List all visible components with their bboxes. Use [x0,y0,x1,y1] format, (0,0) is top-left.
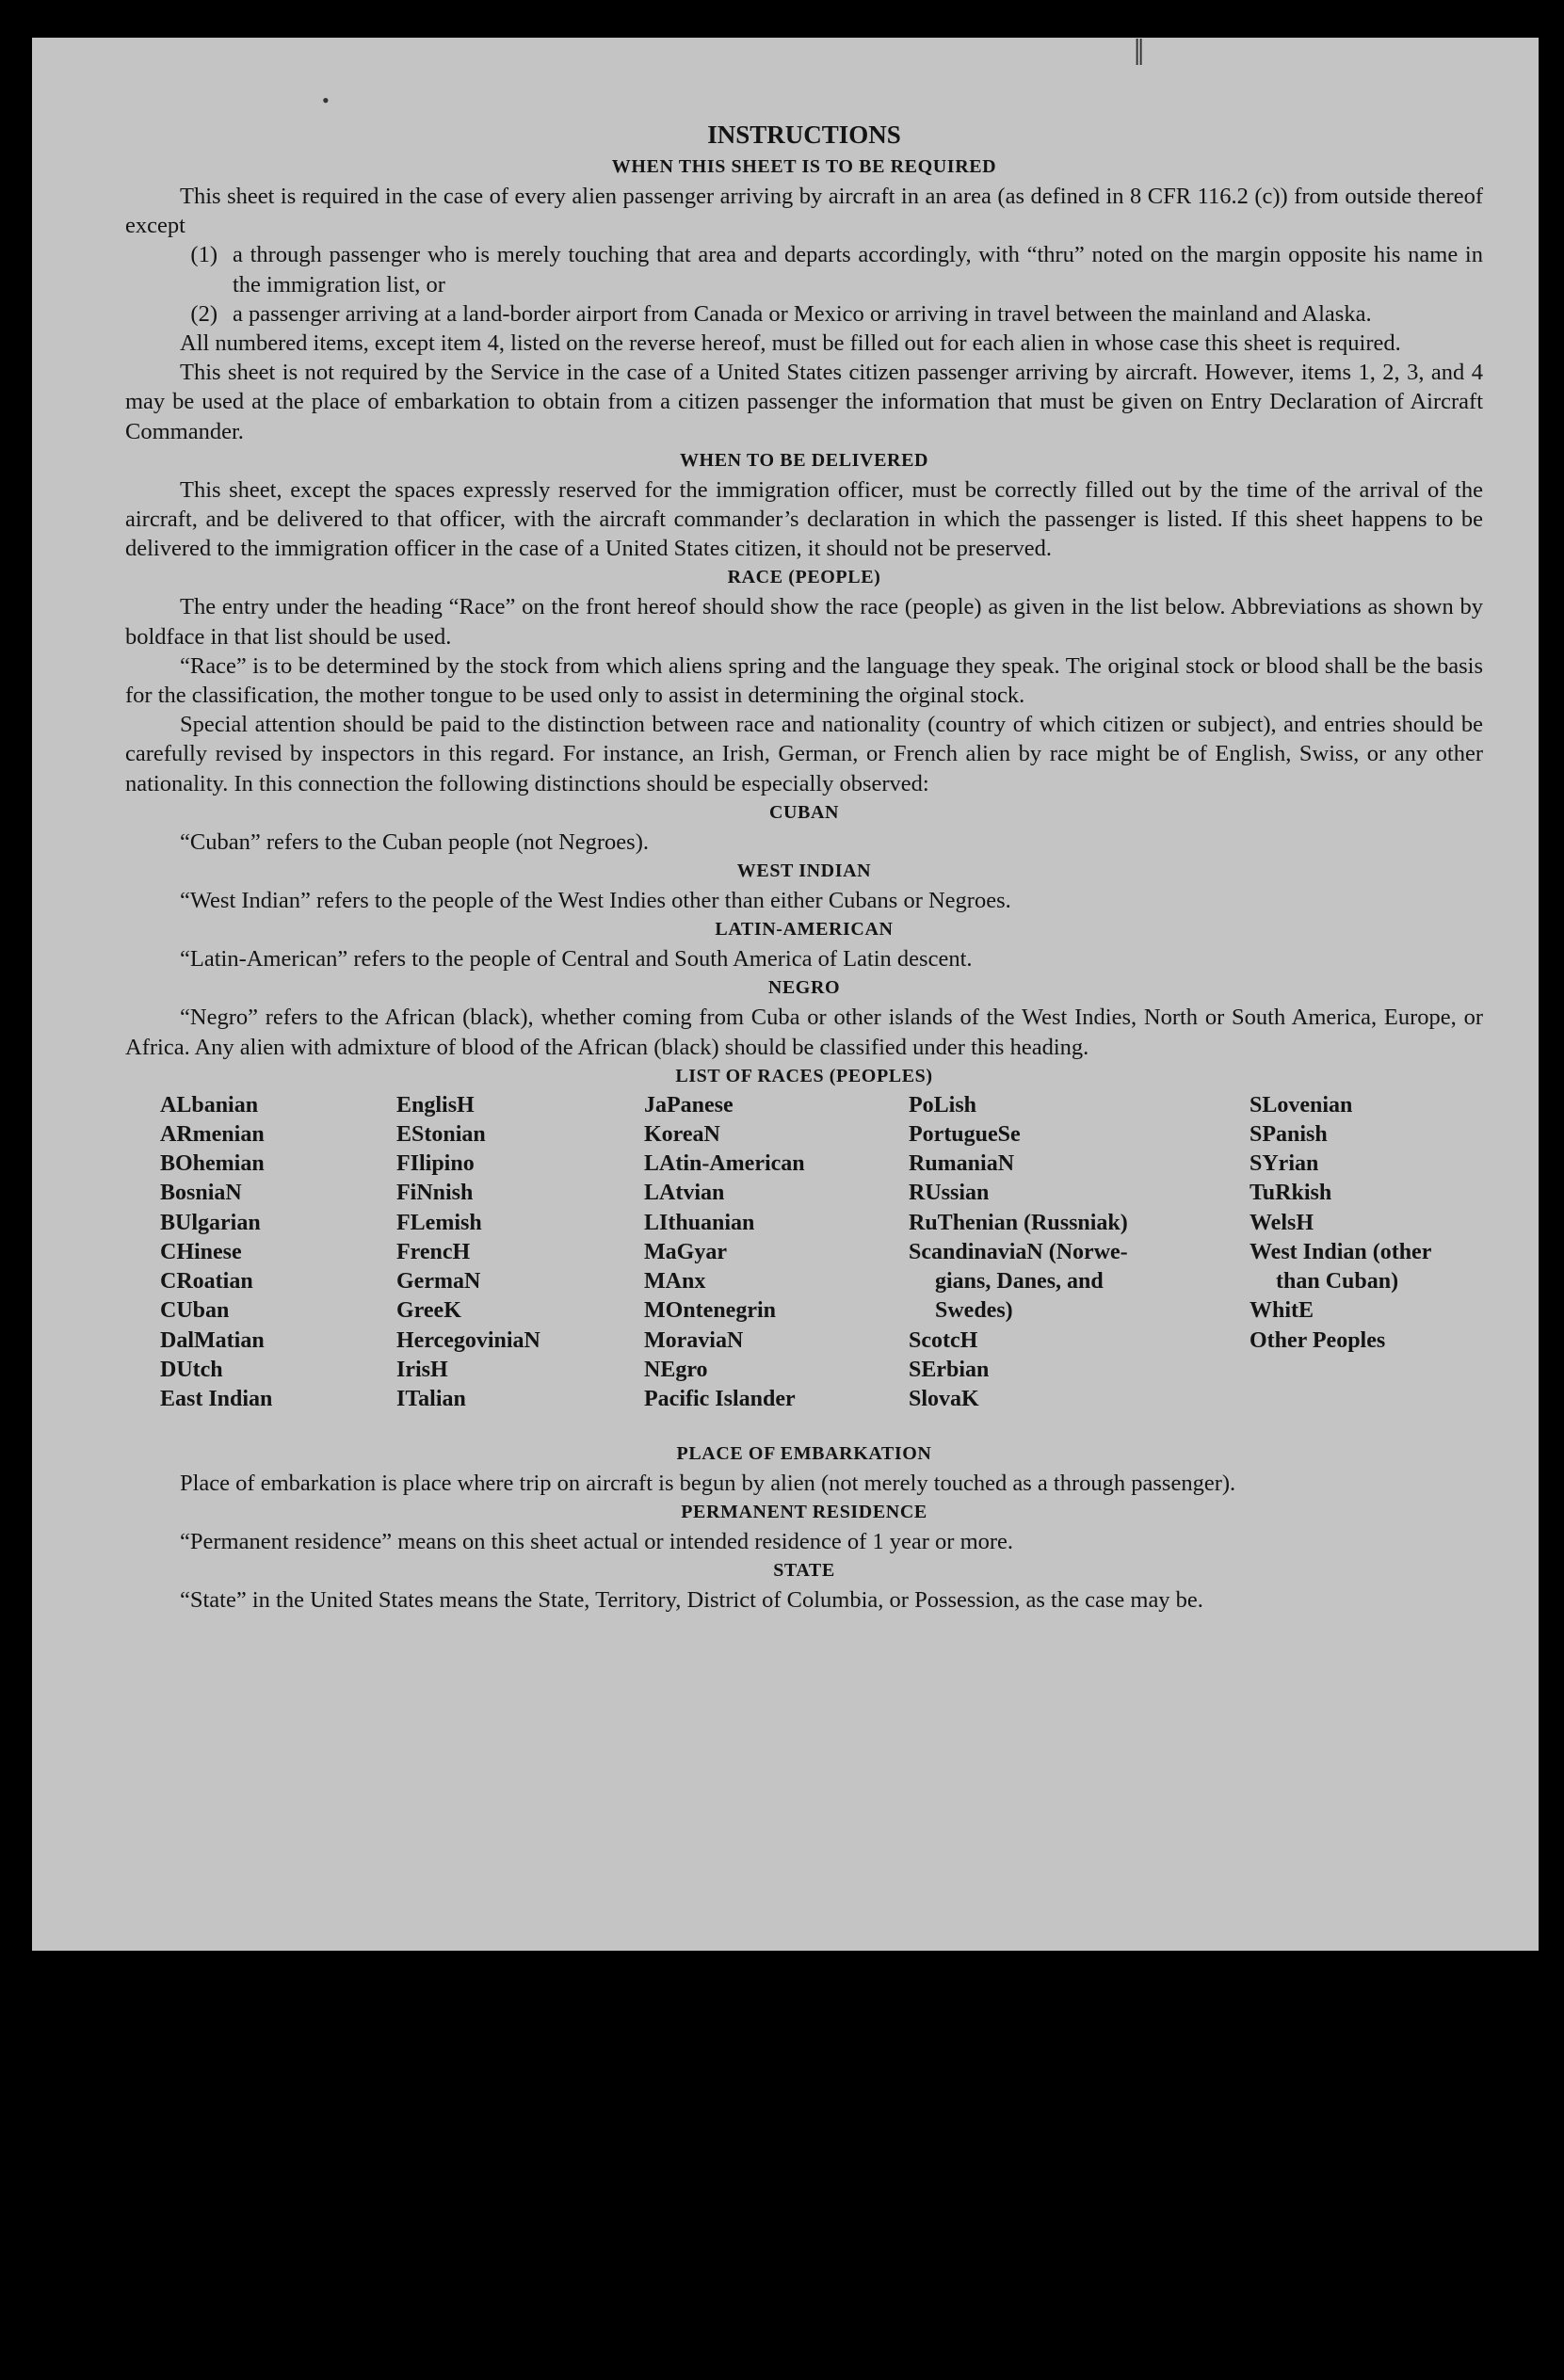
race-entry: FIlipino [396,1151,475,1177]
heading-negro: NEGRO [767,977,841,999]
race-entry: GreeK [396,1298,461,1324]
race-entry: LAtvian [644,1181,725,1206]
paragraph: “State” in the United States means the State, Territory, District of Columbia, or Possession, as the case may be. [180,1587,1203,1614]
heading-place-of-embarkation: PLACE OF EMBARKATION [676,1442,932,1464]
race-entry: PoLish [909,1092,977,1118]
heading-west-indian: WEST INDIAN [736,860,872,882]
race-entry: Swedes) [935,1298,1013,1324]
race-entry: HercegoviniaN [396,1327,540,1353]
race-entry: RuThenian (Russniak) [909,1210,1128,1235]
race-entry: FrencH [396,1239,471,1264]
race-entry: EStonian [396,1122,486,1148]
race-column [909,1091,1128,1414]
paragraph: Special attention should be paid to the distinction between race and nationality (country of which citizen or subject), and entries should be carefully revised by inspectors in this regard. For instance, an Irish, German, or French alien by race might be of English, Swiss, or any other nationality. In this connection the following distinctions should be especially observed: [125,712,1483,796]
paragraph: Place of embarkation is place where trip on aircraft is begun by alien (not merely touched as a through passenger). [180,1470,1236,1496]
paragraph: “West Indian” refers to the people of the West Indies other than either Cubans or Negroes. [180,888,1011,914]
race-entry: PortugueSe [909,1122,1021,1148]
race-entry: Other Peoples [1250,1327,1386,1353]
race-entry: RumaniaN [909,1151,1015,1177]
race-entry: gians, Danes, and [935,1269,1104,1295]
paragraph: “Latin-American” refers to the people of Central and South America of Latin descent. [180,946,973,973]
race-entry: KoreaN [644,1122,720,1148]
race-column [396,1091,540,1414]
race-entry: SlovaK [909,1386,979,1411]
heading-cuban: CUBAN [768,801,840,823]
race-column [644,1091,805,1414]
heading-when-delivered: WHEN TO BE DELIVERED [679,449,929,471]
race-entry: ScotcH [909,1327,978,1353]
race-entry: Pacific Islander [644,1386,796,1411]
paragraph: “Negro” refers to the African (black), whether coming from Cuba or other islands of the West Indies, North or South America, Europe, or Africa. Any alien with admixture of blood of the African (black) should be classified under this heading. [125,1005,1483,1060]
race-entry: BOhemian [160,1151,265,1177]
paragraph: This sheet is required in the case of every alien passenger arriving by aircraft in an area (as defined in 8 CFR 116.2 (c)) from outside thereof except [125,184,1483,239]
list-item [125,240,1483,298]
document-sheet: ‖ • INSTRUCTIONS WHEN THIS SHEET IS TO BE REQUIRED This sheet is required in the case of every alien passenger arriving by aircraft in an area (as defined in 8 CFR 116.2 (c)) from outside thereof except (1) a through passenger who is merely touching that area and departs accordingly, with “thru” noted on the margin opposite his name in the immigration list, or (2) a passenger arriving at a land-border airport from Canada or Mexico or arriving in travel between the mainland and Alaska. All numbered items, except item 4, listed on the reverse hereof, must be filled out for each alien in whose case this sheet is required. This sheet is not required by the Service in the case of a United States citizen passenger arriving by aircraft. However, items 1, 2, 3, and 4 may be used at the place of embarkation to obtain from a citizen passenger the information that must be given on Entry Declaration of Aircraft Commander. WHEN TO BE DELIVERED This sheet, except the spaces expressly reserved for the immigration officer, must be correctly filled out by the time of the arrival of the aircraft, and be delivered to that officer, with the aircraft commander’s declaration in which the passenger is listed. If this sheet happens to be delivered to the immigration officer in the case of a United States citizen, it should not be preserved. RACE (PEOPLE) The entry under the heading “Race” on the front hereof should show the race (people) as given in the list below. Abbreviations as shown by boldface in that list should be used. “Race” is to be determined by the stock from which aliens spring and the language they speak. The original stock or blood shall be the basis for the classification, the mother tongue to be used only to assist in determining the oṙginal stock. Special attention should be paid to the distinction between race and nationality (country of which citizen or subject), and entries should be carefully revised by inspectors in this regard. For instance, an Irish, German, or French alien by race might be of English, Swiss, or any other nationality. In this connection the following distinctions should be especially observed: CUBAN “Cuban” refers to the Cuban people (not Negroes). WEST INDIAN “West Indian” refers to the people of the West Indies other than either Cubans or Negroes. LATIN-AMERICAN “Latin-American” refers to the people of Central and South America of Latin descent. NEGRO “Negro” refers to the African (black), whether coming from Cuba or other islands of the West Indies, North or South America, Europe, or Africa. Any alien with admixture of blood of the African (black) should be classified under this heading. LIST OF RACES (PEOPLES) ALbanian ARmenian BOhemian BosniaN BUlgarian CHinese CRoatian CUban DalMatian DUtch East Indian EnglisH EStonian FIlipino FiNnish FLemish FrencH GermaN GreeK HercegoviniaN IrisH ITalian JaPanese KoreaN LAtin-American LAtvian LIthuanian MaGyar MAnx MOntenegrin MoraviaN NEgro Pacific Islander PoLish PortugueSe RumaniaN RUssian RuThenian (Russniak) ScandinaviaN (Norwe- gians, Danes, and Swedes) ScotcH SErbian SlovaK SLovenian SPanish SYrian TuRkish WelsH West Indian (other than Cuban) WhitE Other Peoples PLACE OF EMBARKATION Place of embarkation is place where trip on aircraft is begun by alien (not merely touched as a through passenger). PERMANENT RESIDENCE “Permanent residence” means on this sheet actual or intended residence of 1 year or more. STATE “State” in the United States means the State, Territory, District of Columbia, or Possession, as the case may be. [32,38,1539,1951]
race-column [1250,1091,1431,1356]
race-entry: RUssian [909,1181,990,1206]
instructions-content [125,117,1483,1615]
race-entry: West Indian (other [1250,1239,1432,1264]
race-entry: SLovenian [1250,1092,1353,1118]
paragraph: This sheet, except the spaces expressly reserved for the immigration officer, must be correctly filled out by the time of the arrival of the aircraft, and be delivered to that officer, with the aircraft commander’s declaration in which the passenger is listed. If this sheet happens to be delivered to the immigration officer in the case of a United States citizen, it should not be preserved. [125,476,1483,562]
race-entry: CUban [160,1298,230,1324]
item-text: a through passenger who is merely touching that area and departs accordingly, with “thru” noted on the margin opposite his name in the immigration list, or [233,242,1483,298]
heading-when-required: WHEN THIS SHEET IS TO BE REQUIRED [611,156,997,177]
race-entry: CRoatian [160,1269,253,1295]
race-entry: GermaN [396,1269,481,1295]
paragraph: All numbered items, except item 4, listed on the reverse hereof, must be filled out for each alien in whose case this sheet is required. [180,330,1401,357]
paragraph: The entry under the heading “Race” on the front hereof should show the race (people) as given in the list below. Abbreviations as shown by boldface in that list should be used. [125,594,1483,650]
race-entry: FLemish [396,1210,482,1235]
race-entry: BosniaN [160,1181,242,1206]
heading-race: RACE (PEOPLE) [727,567,881,588]
race-entry: FiNnish [396,1181,474,1206]
race-entry: LAtin-American [644,1151,805,1177]
race-column [160,1091,272,1414]
race-entry: MoraviaN [644,1327,744,1353]
race-entry: ScandinaviaN (Norwe- [909,1239,1128,1264]
race-entry: ALbanian [160,1092,259,1118]
race-entry: IrisH [396,1357,448,1382]
page-title: INSTRUCTIONS [707,121,901,149]
heading-list-of-races: LIST OF RACES (PEOPLES) [675,1065,933,1086]
race-entry: DalMatian [160,1327,265,1353]
race-entry: BUlgarian [160,1210,261,1235]
heading-state: STATE [773,1560,835,1582]
race-entry: ITalian [396,1386,466,1411]
race-entry: WhitE [1250,1298,1314,1324]
race-entry: CHinese [160,1239,242,1264]
race-entry: MAnx [644,1269,706,1295]
item-number: (2) [190,300,218,327]
race-entry: than Cuban) [1276,1269,1399,1295]
race-entry: NEgro [644,1357,708,1382]
race-list [125,1091,1483,1439]
race-entry: JaPanese [644,1092,734,1118]
heading-permanent-residence: PERMANENT RESIDENCE [681,1502,927,1523]
race-entry: EnglisH [396,1092,475,1118]
item-number: (1) [190,242,218,268]
race-entry: TuRkish [1250,1181,1332,1206]
race-entry: MaGyar [644,1239,727,1264]
race-entry: LIthuanian [644,1210,755,1235]
heading-latin-american: LATIN-AMERICAN [715,919,894,941]
paragraph: This sheet is not required by the Service in the case of a United States citizen passenger arriving by aircraft. However, items 1, 2, 3, and 4 may be used at the place of embarkation to obtain from a citizen passenger the information that must be given on Entry Declaration of Aircraft Commander. [125,360,1483,444]
paragraph: “Cuban” refers to the Cuban people (not Negroes). [180,828,649,855]
paragraph: “Permanent residence” means on this sheet actual or intended residence of 1 year or more. [180,1529,1014,1555]
paragraph: “Race” is to be determined by the stock from which aliens spring and the language they speak. The original stock or blood shall be the basis for the classification, the mother tongue to be used only to assist in determining the oṙginal stock. [125,652,1483,709]
race-entry: SPanish [1250,1122,1328,1148]
list-item [125,299,1483,329]
race-entry: DUtch [160,1357,223,1382]
race-entry: MOntenegrin [644,1298,776,1324]
race-entry: WelsH [1250,1210,1314,1235]
race-entry: SErbian [909,1357,990,1382]
race-entry: ARmenian [160,1122,265,1148]
race-entry: East Indian [160,1386,273,1411]
race-entry: SYrian [1250,1151,1319,1177]
item-text: a passenger arriving at a land-border airport from Canada or Mexico or arriving in travel between the mainland and Alaska. [233,300,1372,327]
